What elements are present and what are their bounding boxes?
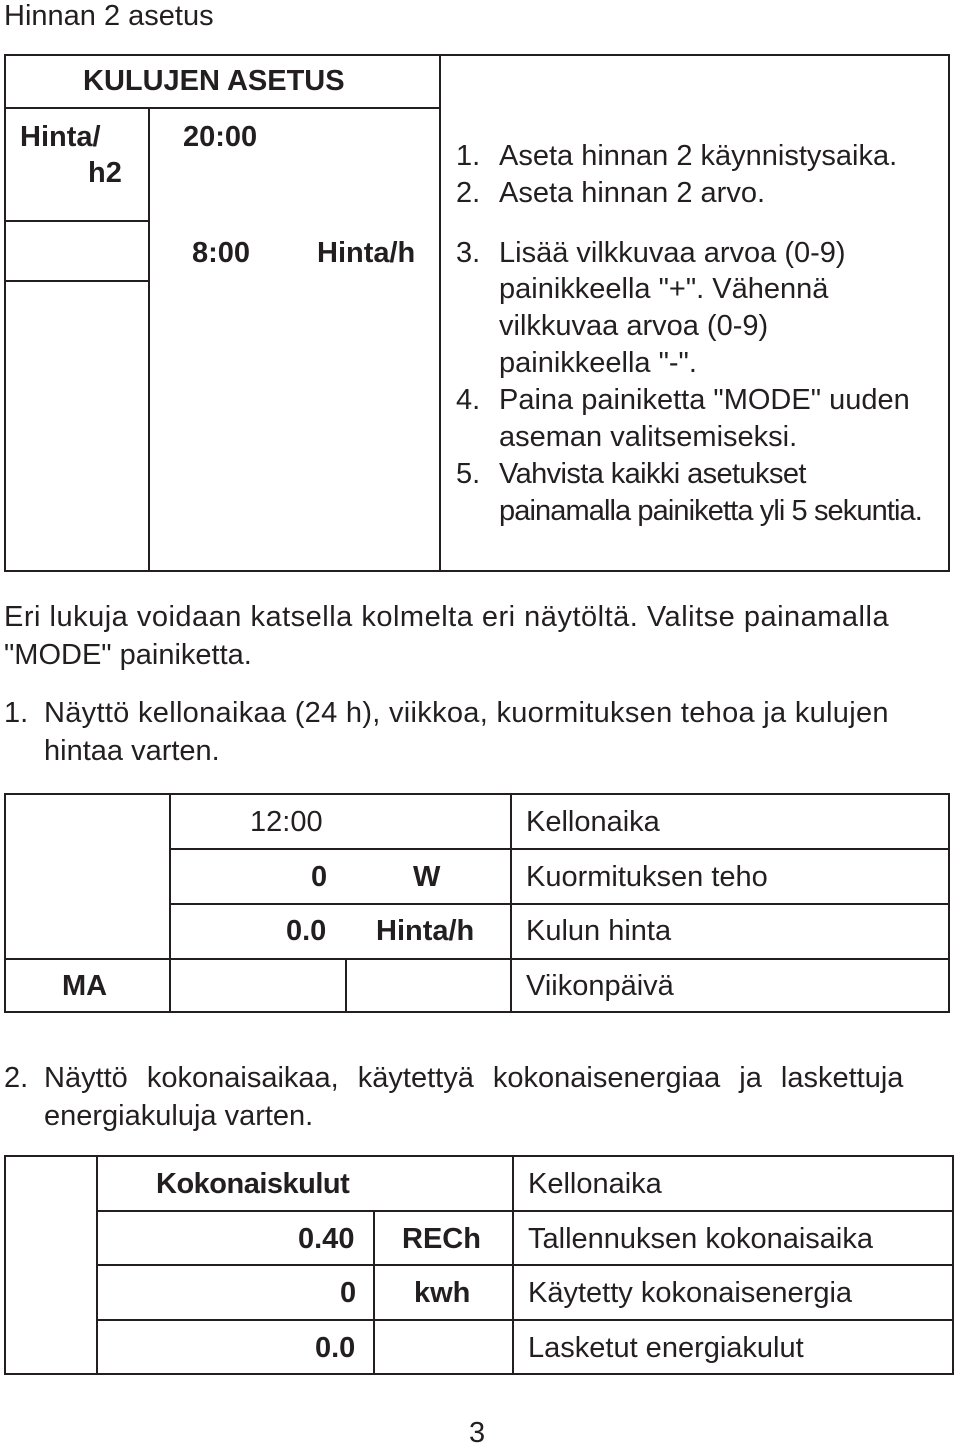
hinta-label-h2: h2 [88, 157, 122, 189]
step-text: Paina painiketta "MODE" uuden [499, 384, 910, 416]
display2-desc: Näyttö kokonaisaikaa, käytettyä kokonaisenergiaa ja laskettuja [44, 1062, 904, 1094]
table-row-desc: Lasketut energiakulut [528, 1332, 804, 1364]
table-row-unit: W [413, 861, 441, 893]
display2-number: 2. [4, 1062, 29, 1094]
table-divider [148, 107, 150, 572]
table-divider [345, 958, 347, 1013]
weekday-value: MA [62, 970, 108, 1002]
kulujen-title: KULUJEN ASETUS [83, 65, 345, 97]
table-divider [373, 1210, 375, 1375]
time-end: 8:00 [192, 237, 251, 269]
step-text: Vahvista kaikki asetukset [499, 458, 806, 490]
display2-desc: energiakuluja varten. [44, 1100, 314, 1132]
table-row-desc: Käytetty kokonaisenergia [528, 1277, 853, 1309]
table-divider [96, 1264, 954, 1266]
table-row-value: 0 [311, 861, 328, 893]
table-row-value: 0.40 [298, 1223, 355, 1255]
display1-number: 1. [4, 697, 29, 729]
table-divider [4, 958, 950, 960]
intro-line: Eri lukuja voidaan katsella kolmelta eri näytöltä. Valitse painamalla [4, 601, 890, 633]
table-row-value: 0.0 [286, 915, 327, 947]
table-divider [96, 1319, 954, 1321]
table-row-desc: Viikonpäivä [526, 970, 674, 1002]
table-divider [4, 220, 149, 222]
step-text: Lisää vilkkuvaa arvoa (0-9) [499, 237, 846, 269]
table-row-unit: Hinta/h [376, 915, 475, 947]
table-row-desc: Kellonaika [526, 806, 660, 838]
table-row-value: 0 [340, 1277, 357, 1309]
table-divider [4, 280, 149, 282]
table-divider [169, 848, 950, 850]
display1-desc: Näyttö kellonaikaa (24 h), viikkoa, kuormituksen tehoa ja kulujen [44, 697, 889, 729]
step-number: 2. [456, 177, 481, 209]
table-divider [169, 903, 950, 905]
section-heading: Hinnan 2 asetus [4, 0, 214, 32]
table-divider [4, 107, 440, 109]
step-number: 1. [456, 140, 481, 172]
table-row-desc: Kellonaika [528, 1168, 662, 1200]
table-row-desc: Tallennuksen kokonaisaika [528, 1223, 873, 1255]
hinta-label: Hinta/ [20, 121, 101, 153]
step-text: Aseta hinnan 2 käynnistysaika. [499, 140, 898, 172]
table-divider [96, 1210, 954, 1212]
step-text: painamalla painiketta yli 5 sekuntia. [499, 495, 922, 527]
table-row-desc: Kulun hinta [526, 915, 672, 947]
step-text: painikkeella "-". [499, 347, 697, 379]
table-row-value: Kokonaiskulut [156, 1168, 350, 1200]
table-row-value: 0.0 [315, 1332, 356, 1364]
step-text: aseman valitsemiseksi. [499, 421, 798, 453]
table-row-unit: RECh [402, 1223, 481, 1255]
time-start: 20:00 [183, 121, 258, 153]
table-row-value: 12:00 [250, 806, 323, 838]
page-number: 3 [469, 1417, 486, 1449]
step-number: 4. [456, 384, 481, 416]
table-divider [439, 54, 441, 572]
table-row-desc: Kuormituksen teho [526, 861, 768, 893]
table-row-unit: kwh [414, 1277, 471, 1309]
step-number: 3. [456, 237, 481, 269]
unit-label: Hinta/h [317, 237, 416, 269]
step-number: 5. [456, 458, 481, 490]
step-text: painikkeella "+". Vähennä [499, 273, 829, 305]
display1-desc: hintaa varten. [44, 735, 220, 767]
intro-line: "MODE" painiketta. [4, 639, 252, 671]
step-text: vilkkuvaa arvoa (0-9) [499, 310, 769, 342]
step-text: Aseta hinnan 2 arvo. [499, 177, 766, 209]
